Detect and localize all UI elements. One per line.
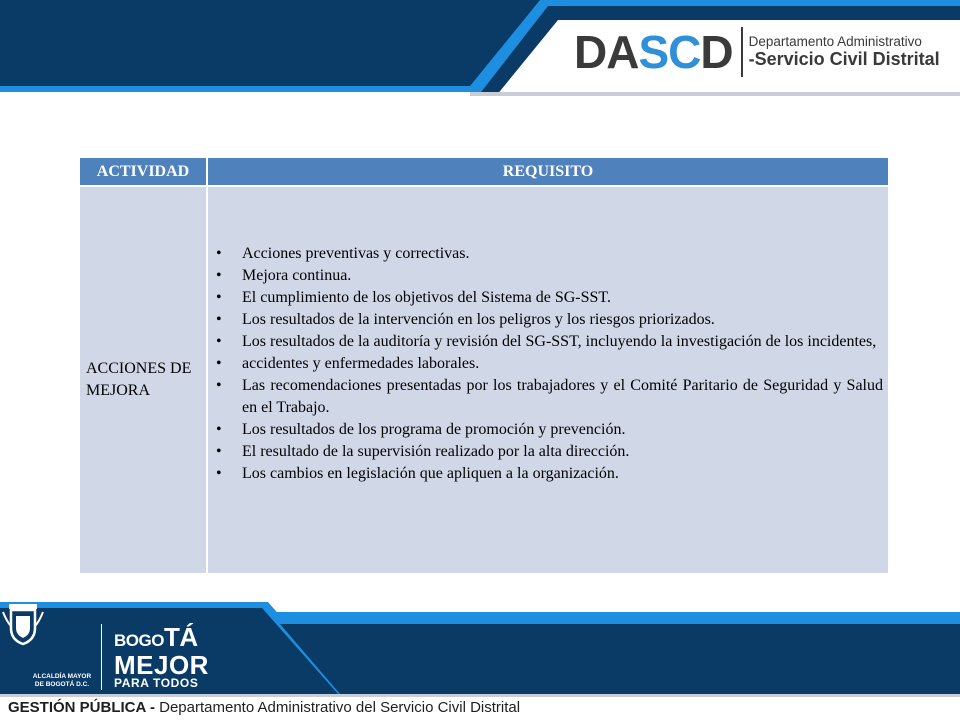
list-item: • accidentes y enfermedades laborales. bbox=[216, 355, 480, 372]
list-item: • Los cambios en legislación que apliquen a la organización. bbox=[216, 465, 619, 482]
bogota-mejor-logo: BOGOTÁ MEJOR PARA TODOS bbox=[114, 622, 209, 690]
list-item: • El cumplimiento de los objetivos del Sistema de SG-SST. bbox=[216, 289, 612, 306]
org-line-2: -Servicio Civil Distrital bbox=[748, 48, 940, 69]
footer-caption: GESTIÓN PÚBLICA - Departamento Administrativo del Servicio Civil Distrital bbox=[8, 699, 521, 716]
alcaldia-label: ALCALDÍA MAYOR DE BOGOTÁ D.C. bbox=[32, 673, 92, 688]
list-item: • El resultado de la supervisión realizado por la alta dirección. bbox=[216, 443, 630, 460]
list-item: • Los resultados de la intervención en los peligros y los riesgos priorizados. bbox=[216, 311, 715, 328]
requirements-table bbox=[80, 158, 888, 573]
logo-wordmark: DASCD bbox=[574, 26, 733, 78]
header-requisito: REQUISITO bbox=[208, 158, 888, 185]
list-item: • Los resultados de los programa de promoción y prevención. bbox=[216, 421, 626, 438]
org-line-1: Departamento Administrativo bbox=[748, 34, 922, 50]
table-row bbox=[80, 187, 888, 573]
logo-org-name bbox=[749, 35, 940, 68]
header-banner bbox=[0, 0, 960, 96]
list-item: • Mejora continua. bbox=[216, 267, 352, 284]
footer-banner bbox=[0, 602, 960, 720]
list-item: • Las recomendaciones presentadas por los trabajadores y el Comité Paritario de Seguridad y Salud en el Trabajo. bbox=[216, 377, 883, 416]
requirements-list bbox=[216, 243, 883, 485]
coat-of-arms-icon bbox=[0, 602, 46, 646]
footer-divider bbox=[101, 624, 102, 690]
logo-divider bbox=[741, 27, 743, 77]
requirements-cell bbox=[208, 187, 888, 573]
list-item: • Los resultados de la auditoría y revisión del SG-SST, incluyendo la investigación de los incidentes, bbox=[216, 333, 877, 350]
activity-cell: ACCIONES DE MEJORA bbox=[80, 187, 206, 573]
header-actividad: ACTIVIDAD bbox=[80, 158, 206, 185]
dascd-logo bbox=[574, 24, 940, 80]
list-item: • Acciones preventivas y correctivas. bbox=[216, 245, 470, 262]
table-header-row bbox=[80, 158, 888, 185]
